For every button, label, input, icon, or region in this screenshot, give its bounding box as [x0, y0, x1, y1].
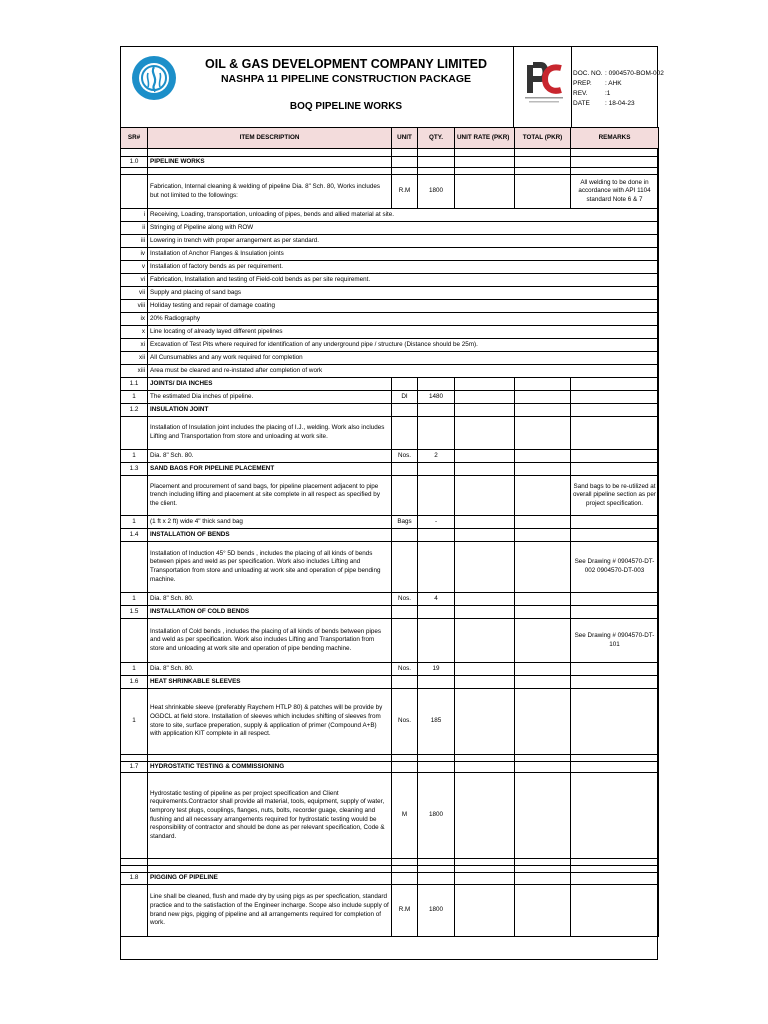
description-cell: (1 ft x 2 ft) wide 4" thick sand bag — [148, 516, 392, 529]
total-cell — [515, 676, 571, 689]
description-cell: Installation of Insulation joint includes the placing of I.J., welding. Work also includes Lifting and Transportation from store and unloading at work site. — [148, 417, 392, 450]
unit-rate-cell — [455, 689, 515, 755]
document-info — [573, 69, 664, 109]
table-row — [121, 404, 659, 417]
unit-rate-cell — [455, 773, 515, 859]
description-cell: The estimated Dia inches of pipeline. — [148, 391, 392, 404]
total-cell — [515, 391, 571, 404]
sr-cell: x — [121, 326, 148, 339]
total-cell — [515, 157, 571, 168]
remarks-cell — [571, 378, 659, 391]
total-cell — [515, 619, 571, 663]
table-row — [121, 209, 659, 222]
description-cell: Installation of Cold bends , includes the placing of all kinds of bends between pipes and weld as per specification. Work also includes Lifting and Transportation from store and unloading at work site and operation of pipe bending machine. — [148, 619, 392, 663]
unit-rate-cell — [455, 378, 515, 391]
total-cell — [515, 773, 571, 859]
total-cell — [515, 762, 571, 773]
sr-cell: xii — [121, 352, 148, 365]
table-row — [121, 248, 659, 261]
total-cell — [515, 516, 571, 529]
table-row — [121, 593, 659, 606]
qty-cell — [418, 463, 455, 476]
description-cell — [148, 755, 392, 762]
qty-cell: 1800 — [418, 773, 455, 859]
total-cell — [515, 463, 571, 476]
description-cell: HYDROSTATIC TESTING & COMMISSIONING — [148, 762, 392, 773]
ogdcl-logo-icon — [131, 55, 177, 101]
sr-cell: i — [121, 209, 148, 222]
remarks-cell — [571, 676, 659, 689]
sr-cell: 1 — [121, 663, 148, 676]
table-row — [121, 663, 659, 676]
unit-cell — [392, 417, 418, 450]
description-cell: Holiday testing and repair of damage coating — [148, 300, 659, 313]
unit-cell — [392, 873, 418, 885]
description-cell: Receiving, Loading, transportation, unloading of pipes, bends and allied material at site. — [148, 209, 659, 222]
qty-cell — [418, 762, 455, 773]
table-row — [121, 762, 659, 773]
unit-cell — [392, 168, 418, 175]
remarks-cell — [571, 762, 659, 773]
unit-cell — [392, 157, 418, 168]
qty-cell — [418, 542, 455, 593]
column-header: REMARKS — [571, 128, 659, 149]
sr-cell: 1 — [121, 450, 148, 463]
sr-cell: viii — [121, 300, 148, 313]
unit-cell: R.M — [392, 885, 418, 937]
table-row — [121, 417, 659, 450]
sr-cell — [121, 149, 148, 157]
table-row — [121, 606, 659, 619]
remarks-cell — [571, 516, 659, 529]
description-cell: Fabrication, Installation and testing of Field-cold bends as per site requirement. — [148, 274, 659, 287]
qty-cell — [418, 873, 455, 885]
unit-rate-cell — [455, 417, 515, 450]
unit-rate-cell — [455, 168, 515, 175]
description-cell: Installation of Anchor Flanges & Insulation joints — [148, 248, 659, 261]
unit-rate-cell — [455, 866, 515, 873]
rev-value: :1 — [605, 90, 611, 97]
qty-cell: 2 — [418, 450, 455, 463]
total-cell — [515, 529, 571, 542]
remarks-cell — [571, 529, 659, 542]
qty-cell: 1800 — [418, 175, 455, 209]
remarks-cell — [571, 773, 659, 859]
unit-rate-cell — [455, 593, 515, 606]
prep-value: : AHK — [605, 80, 622, 87]
remarks-cell — [571, 168, 659, 175]
total-cell — [515, 606, 571, 619]
description-cell: Placement and procurement of sand bags, for pipeline placement adjacent to pipe trench including lifting and placement at site complete in all respect as specified by the client. — [148, 476, 392, 516]
qty-cell: 19 — [418, 663, 455, 676]
sr-cell: ii — [121, 222, 148, 235]
sr-cell: 1 — [121, 391, 148, 404]
qty-cell — [418, 149, 455, 157]
table-row — [121, 463, 659, 476]
sr-cell: 1.2 — [121, 404, 148, 417]
remarks-cell — [571, 157, 659, 168]
header-divider — [513, 47, 514, 127]
qty-cell — [418, 859, 455, 866]
description-cell: Excavation of Test Pits where required for identification of any underground pipe / structure (Distance should be 25m). — [148, 339, 659, 352]
boq-sheet — [120, 46, 664, 960]
remarks-cell: See Drawing # 0904570-DT-101 — [571, 619, 659, 663]
sr-cell: 1.8 — [121, 873, 148, 885]
total-cell — [515, 404, 571, 417]
description-cell: Stringing of Pipeline along with ROW — [148, 222, 659, 235]
description-cell: Installation of Induction 45° 5D bends , includes the placing of all kinds of bends between pipes and weld as per specification. Work also includes Lifting and Transportation from store and unloading at work site and operation of pipe bending machine. — [148, 542, 392, 593]
sr-cell — [121, 773, 148, 859]
total-cell — [515, 866, 571, 873]
project-name: NASHPA 11 PIPELINE CONSTRUCTION PACKAGE — [220, 73, 472, 85]
sr-cell — [121, 859, 148, 866]
total-cell — [515, 755, 571, 762]
pc-logo-icon — [519, 59, 569, 109]
qty-cell — [418, 676, 455, 689]
unit-cell — [392, 755, 418, 762]
sr-cell: 1.0 — [121, 157, 148, 168]
unit-rate-cell — [455, 619, 515, 663]
description-cell: Line shall be cleaned, flush and made dry by using pigs as per specfication, standard practice and to the satisfaction of the Engineer incharge. Scope also include supply of brand new pigs, pigging of pipeline and all arrangements required for completion of work. — [148, 885, 392, 937]
header-titles — [181, 47, 511, 112]
sr-cell: iv — [121, 248, 148, 261]
date-value: : 18-04-23 — [605, 100, 635, 107]
qty-cell: 1800 — [418, 885, 455, 937]
table-row — [121, 773, 659, 859]
unit-cell — [392, 529, 418, 542]
unit-rate-cell — [455, 762, 515, 773]
remarks-cell — [571, 450, 659, 463]
table-row — [121, 755, 659, 762]
description-cell: All Cunsumables and any work required for completion — [148, 352, 659, 365]
table-row — [121, 287, 659, 300]
sr-cell: 1.1 — [121, 378, 148, 391]
sr-cell — [121, 175, 148, 209]
remarks-cell: Sand bags to be re-utilized at overall pipeline section as per project specification. — [571, 476, 659, 516]
unit-cell: DI — [392, 391, 418, 404]
table-row — [121, 516, 659, 529]
description-cell: HEAT SHRINKABLE SLEEVES — [148, 676, 392, 689]
remarks-cell — [571, 689, 659, 755]
sr-cell: 1 — [121, 689, 148, 755]
qty-cell — [418, 378, 455, 391]
total-cell — [515, 450, 571, 463]
table-row — [121, 873, 659, 885]
doc-no-value: : 0904570-BOM-002 — [605, 70, 664, 77]
remarks-cell — [571, 606, 659, 619]
qty-cell — [418, 866, 455, 873]
description-cell: SAND BAGS FOR PIPELINE PLACEMENT — [148, 463, 392, 476]
unit-cell — [392, 378, 418, 391]
table-row — [121, 157, 659, 168]
unit-cell: Nos. — [392, 593, 418, 606]
sr-cell: 1.7 — [121, 762, 148, 773]
unit-cell — [392, 542, 418, 593]
sr-cell — [121, 168, 148, 175]
description-cell: INSTALLATION OF COLD BENDS — [148, 606, 392, 619]
sr-cell — [121, 866, 148, 873]
prep-label: PREP. — [573, 80, 592, 87]
unit-cell: M — [392, 773, 418, 859]
qty-cell — [418, 157, 455, 168]
doc-no-label: DOC. NO. — [573, 70, 603, 77]
description-cell: Installation of factory bends as per requirement. — [148, 261, 659, 274]
qty-cell: 1480 — [418, 391, 455, 404]
remarks-cell: See Drawing # 0904570-DT-002 0904570-DT-003 — [571, 542, 659, 593]
qty-cell — [418, 168, 455, 175]
qty-cell: - — [418, 516, 455, 529]
qty-cell — [418, 606, 455, 619]
table-row — [121, 222, 659, 235]
remarks-cell: All welding to be done in accordance with API 1104 standard Note 6 & 7 — [571, 175, 659, 209]
sr-cell: 1.6 — [121, 676, 148, 689]
sr-cell: vi — [121, 274, 148, 287]
description-cell — [148, 149, 392, 157]
table-row — [121, 476, 659, 516]
unit-rate-cell — [455, 606, 515, 619]
sr-cell: 1 — [121, 516, 148, 529]
table-row — [121, 339, 659, 352]
date-label: DATE — [573, 100, 590, 107]
total-cell — [515, 542, 571, 593]
description-cell: Line locating of already layed different pipelines — [148, 326, 659, 339]
remarks-cell — [571, 866, 659, 873]
sr-cell: iii — [121, 235, 148, 248]
unit-rate-cell — [455, 463, 515, 476]
column-header: UNIT RATE (PKR) — [455, 128, 515, 149]
remarks-cell — [571, 149, 659, 157]
remarks-cell — [571, 663, 659, 676]
description-cell: Fabrication, Internal cleaning & welding of pipeline Dia. 8" Sch. 80, Works includes but not limited to the followings: — [148, 175, 392, 209]
total-cell — [515, 175, 571, 209]
qty-cell — [418, 404, 455, 417]
table-row — [121, 689, 659, 755]
qty-cell — [418, 529, 455, 542]
remarks-cell — [571, 463, 659, 476]
unit-rate-cell — [455, 157, 515, 168]
unit-rate-cell — [455, 529, 515, 542]
table-row — [121, 261, 659, 274]
column-header: UNIT — [392, 128, 418, 149]
qty-cell — [418, 417, 455, 450]
sr-cell — [121, 619, 148, 663]
description-cell: PIPELINE WORKS — [148, 157, 392, 168]
description-cell: Dia. 8" Sch. 80. — [148, 450, 392, 463]
unit-rate-cell — [455, 873, 515, 885]
sr-cell — [121, 755, 148, 762]
table-row — [121, 450, 659, 463]
remarks-cell — [571, 885, 659, 937]
description-cell: Area must be cleared and re-instated after completion of work — [148, 365, 659, 378]
unit-rate-cell — [455, 885, 515, 937]
unit-rate-cell — [455, 516, 515, 529]
description-cell: INSULATION JOINT — [148, 404, 392, 417]
column-header: TOTAL (PKR) — [515, 128, 571, 149]
unit-rate-cell — [455, 663, 515, 676]
unit-rate-cell — [455, 149, 515, 157]
table-row — [121, 274, 659, 287]
description-cell: Supply and placing of sand bags — [148, 287, 659, 300]
qty-cell: 4 — [418, 593, 455, 606]
unit-cell — [392, 404, 418, 417]
header-divider — [571, 47, 572, 127]
description-cell — [148, 866, 392, 873]
table-row — [121, 365, 659, 378]
column-header: ITEM DESCRIPTION — [148, 128, 392, 149]
unit-cell — [392, 463, 418, 476]
table-row — [121, 235, 659, 248]
sr-cell: v — [121, 261, 148, 274]
sr-cell: 1.5 — [121, 606, 148, 619]
unit-cell: R.M — [392, 175, 418, 209]
description-cell: JOINTS/ DIA INCHES — [148, 378, 392, 391]
total-cell — [515, 663, 571, 676]
total-cell — [515, 873, 571, 885]
qty-cell — [418, 476, 455, 516]
qty-cell: 185 — [418, 689, 455, 755]
qty-cell — [418, 619, 455, 663]
table-row — [121, 866, 659, 873]
sr-cell: ix — [121, 313, 148, 326]
unit-cell: Bags — [392, 516, 418, 529]
table-row — [121, 175, 659, 209]
column-header: QTY. — [418, 128, 455, 149]
unit-rate-cell — [455, 450, 515, 463]
description-cell: Dia. 8" Sch. 80. — [148, 663, 392, 676]
total-cell — [515, 476, 571, 516]
sr-cell — [121, 476, 148, 516]
total-cell — [515, 859, 571, 866]
table-header-row — [121, 128, 659, 149]
total-cell — [515, 168, 571, 175]
unit-cell — [392, 762, 418, 773]
sr-cell: 1 — [121, 593, 148, 606]
total-cell — [515, 689, 571, 755]
unit-rate-cell — [455, 676, 515, 689]
sr-cell — [121, 417, 148, 450]
sr-cell: vii — [121, 287, 148, 300]
remarks-cell — [571, 859, 659, 866]
total-cell — [515, 885, 571, 937]
unit-cell: Nos. — [392, 663, 418, 676]
total-cell — [515, 149, 571, 157]
table-row — [121, 378, 659, 391]
unit-cell — [392, 606, 418, 619]
description-cell: 20% Radiography — [148, 313, 659, 326]
description-cell: Lowering in trench with proper arrangement as per standard. — [148, 235, 659, 248]
unit-cell: Nos. — [392, 689, 418, 755]
qty-cell — [418, 755, 455, 762]
total-cell — [515, 417, 571, 450]
column-header: SR# — [121, 128, 148, 149]
unit-cell: Nos. — [392, 450, 418, 463]
table-row — [121, 352, 659, 365]
remarks-cell — [571, 404, 659, 417]
table-row — [121, 619, 659, 663]
remarks-cell — [571, 873, 659, 885]
remarks-cell — [571, 391, 659, 404]
document-title: BOQ PIPELINE WORKS — [289, 101, 403, 112]
description-cell: Dia. 8" Sch. 80. — [148, 593, 392, 606]
sr-cell — [121, 542, 148, 593]
description-cell: INSTALLATION OF BENDS — [148, 529, 392, 542]
description-cell: PIGGING OF PIPELINE — [148, 873, 392, 885]
unit-cell — [392, 619, 418, 663]
table-row — [121, 542, 659, 593]
description-cell — [148, 168, 392, 175]
sr-cell: 1.3 — [121, 463, 148, 476]
total-cell — [515, 593, 571, 606]
table-row — [121, 313, 659, 326]
table-row — [121, 300, 659, 313]
table-row — [121, 529, 659, 542]
sr-cell — [121, 885, 148, 937]
table-row — [121, 168, 659, 175]
unit-rate-cell — [455, 859, 515, 866]
remarks-cell — [571, 593, 659, 606]
document-header — [121, 47, 664, 127]
unit-cell — [392, 859, 418, 866]
description-cell: Heat shrinkable sleeve (preferably Raychem HTLP 80) & patches will be provide by OGDCL at field store. Installation of sleeves which includes shifting of sleeves from store to site, surface preperation, supply & application of primer (Compound A+B) with application KIT complete in all respect. — [148, 689, 392, 755]
description-cell: Hydrostatic testing of pipeline as per project specification and Client requirements.Contractor shall provide all material, tools, equipment, supply of water, temprory test plugs, couplings, flanges, nuts, bolts, recorder guage, cleaning and flushing and all necessary arrangements required for hydrostatic testing would be responsibility of contractor and should be done as per relevant specification, Code & standard. — [148, 773, 392, 859]
total-cell — [515, 378, 571, 391]
unit-rate-cell — [455, 404, 515, 417]
boq-table — [120, 127, 659, 937]
unit-rate-cell — [455, 542, 515, 593]
company-name: OIL & GAS DEVELOPMENT COMPANY LIMITED — [205, 57, 487, 71]
table-row — [121, 149, 659, 157]
rev-label: REV. — [573, 90, 588, 97]
sr-cell: xiii — [121, 365, 148, 378]
remarks-cell — [571, 755, 659, 762]
table-row — [121, 859, 659, 866]
unit-cell — [392, 149, 418, 157]
description-cell — [148, 859, 392, 866]
sr-cell: xi — [121, 339, 148, 352]
unit-cell — [392, 866, 418, 873]
unit-rate-cell — [455, 175, 515, 209]
unit-cell — [392, 676, 418, 689]
sr-cell: 1.4 — [121, 529, 148, 542]
table-row — [121, 885, 659, 937]
remarks-cell — [571, 417, 659, 450]
unit-rate-cell — [455, 755, 515, 762]
unit-rate-cell — [455, 391, 515, 404]
table-row — [121, 326, 659, 339]
unit-rate-cell — [455, 476, 515, 516]
table-row — [121, 391, 659, 404]
table-row — [121, 676, 659, 689]
unit-cell — [392, 476, 418, 516]
